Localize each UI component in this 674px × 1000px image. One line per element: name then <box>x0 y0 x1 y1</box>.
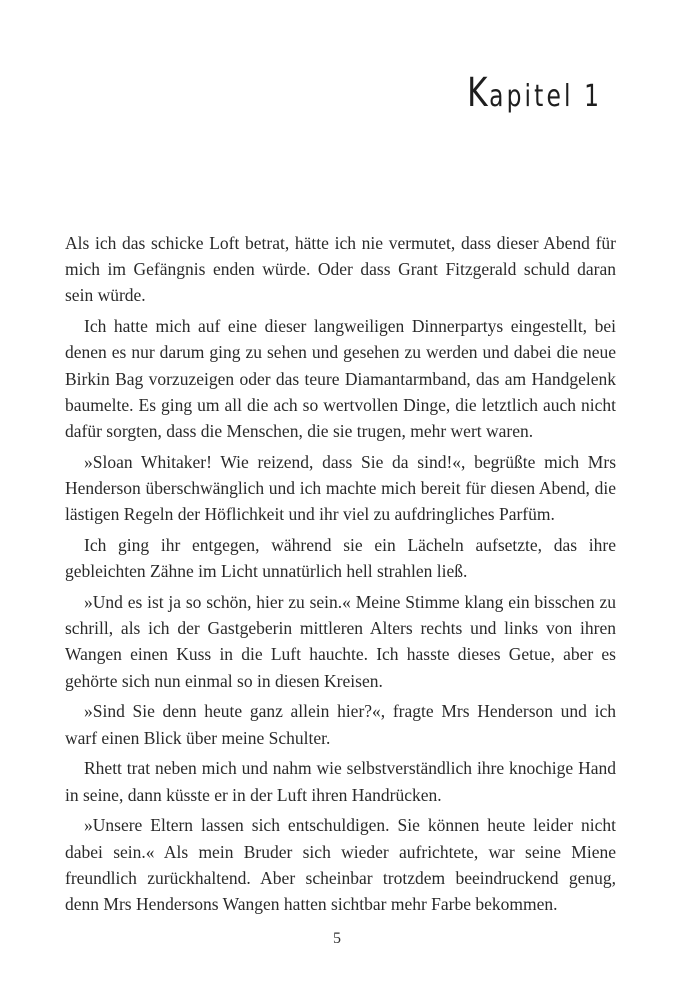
body-text <box>65 230 616 922</box>
paragraph: Rhett trat neben mich und nahm wie selbstverständlich ihre knochige Hand in seine, dann küsste er in der Luft ihren Handrücken. <box>65 758 616 805</box>
paragraph: Als ich das schicke Loft betrat, hätte ich nie vermutet, dass dieser Abend für mich im Gefängnis enden würde. Oder dass Grant Fitzgerald schuld daran sein würde. <box>65 233 616 306</box>
chapter-title-rest: apitel 1 <box>488 79 602 114</box>
paragraph: Ich hatte mich auf eine dieser langweiligen Dinnerpartys eingestellt, bei denen es nur darum ging zu sehen und gesehen zu werden und dabei die neue Birkin Bag vorzuzeigen oder das teure Diamantarmband, das am Handgelenk baumelte. Es ging um all die ach so wertvollen Dinge, die letztlich auch nicht dafür sorgten, dass die Menschen, die sie trugen, mehr wert waren. <box>65 316 616 442</box>
paragraph: »Und es ist ja so schön, hier zu sein.« Meine Stimme klang ein bisschen zu schrill, als ich der Gastgeberin mittleren Alters rechts und links von ihren Wangen einen Kuss in die Luft hauchte. Ich hasste dieses Getue, aber es gehörte sich nun einmal so in diesen Kreisen. <box>65 592 616 691</box>
paragraph: Ich ging ihr entgegen, während sie ein Lächeln aufsetzte, das ihre gebleichten Zähne im Licht unnatürlich hell strahlen ließ. <box>65 535 616 582</box>
page-number: 5 <box>333 930 341 947</box>
paragraph: »Unsere Eltern lassen sich entschuldigen. Sie können heute leider nicht dabei sein.« Als mein Bruder sich wieder aufrichtete, war seine Miene freundlich zurückhaltend. Aber scheinbar trotzdem beeindruckend genug, denn Mrs Hendersons Wangen hatten sichtbar mehr Farbe bekommen. <box>65 815 616 915</box>
paragraph: »Sind Sie denn heute ganz allein hier?«, fragte Mrs Henderson und ich warf einen Blick über meine Schulter. <box>65 701 616 748</box>
chapter-title <box>467 70 602 116</box>
chapter-title-initial: K <box>466 70 489 116</box>
paragraph: »Sloan Whitaker! Wie reizend, dass Sie da sind!«, begrüßte mich Mrs Henderson überschwänglich und ich machte mich bereit für diesen Abend, die lästigen Regeln der Höflichkeit und ihr viel zu aufdringliches Parfüm. <box>65 451 616 525</box>
